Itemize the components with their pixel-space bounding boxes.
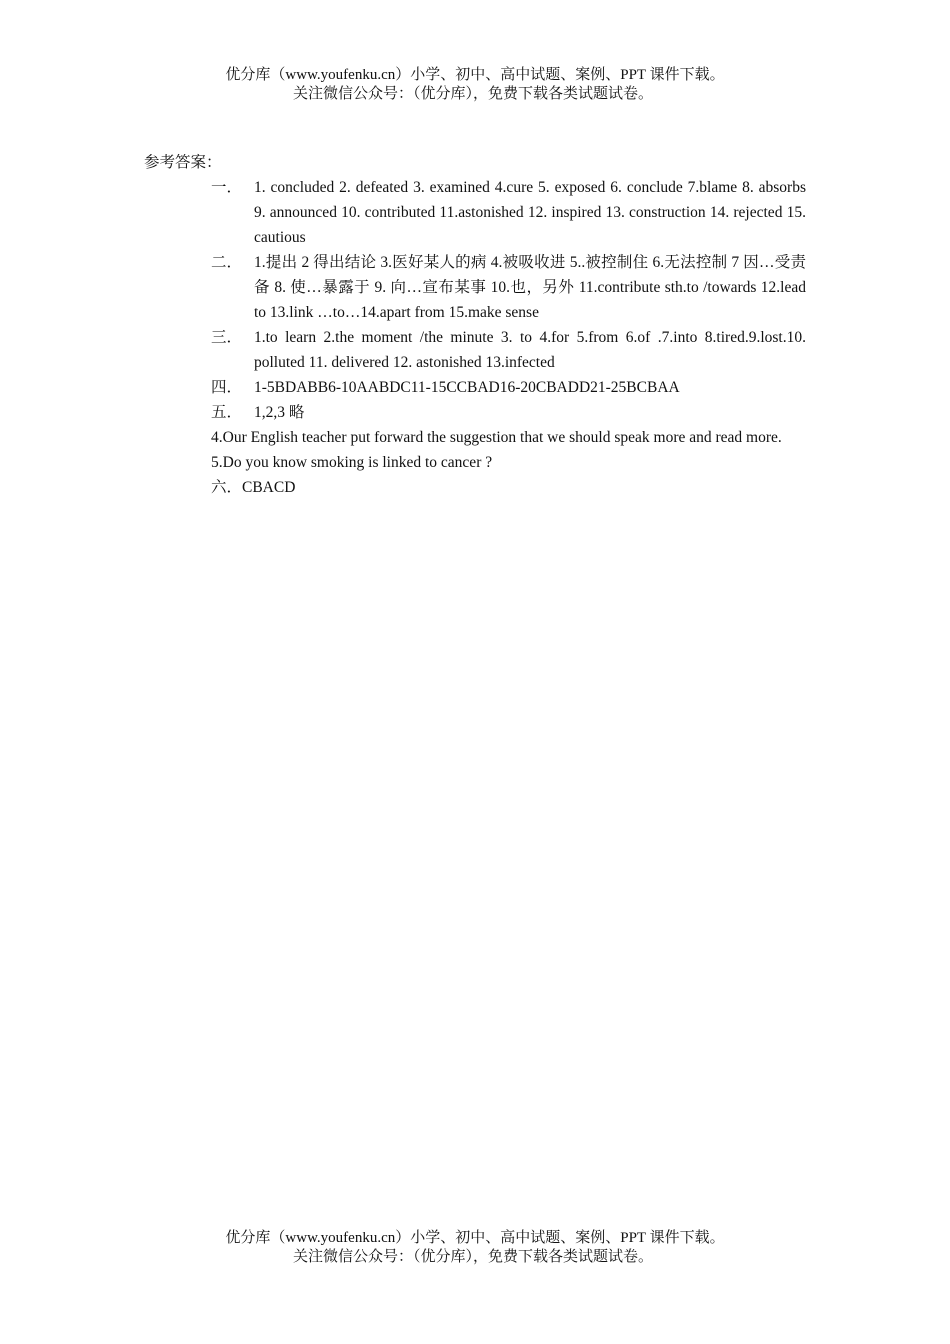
answer-content (144, 150, 806, 500)
answer-q5: 5.Do you know smoking is linked to cancer ? (211, 454, 493, 471)
section-5-text: 1,2,3 略 (254, 404, 305, 421)
section-3-marker: 三． (211, 329, 243, 346)
section-5-marker: 五． (211, 404, 243, 421)
answer-heading: 参考答案： (144, 154, 222, 171)
footer-line-1: 优分库（www.youfenku.cn）小学、初中、高中试题、案例、PPT 课件下载。 (225, 1230, 725, 1246)
header-line-2: 关注微信公众号：（优分库），免费下载各类试题试卷。 (292, 86, 653, 102)
section-4-text: 1-5BDABB6-10AABDC11-15CCBAD16-20CBADD21-25BCBAA (254, 379, 680, 396)
section-1 (144, 175, 806, 250)
page-header (0, 66, 950, 104)
section-2-text: 1.提出 2 得出结论 3.医好某人的病 4.被吸收进 5..被控制住 6.无法控制 7 因…受责备 8. 使…暴露于 9. 向…宣布某事 10.也，另外 11.contribute sth.to /towards 12.lead to 13.link …to…14.apart from 15.make sense (254, 254, 806, 321)
section-3-text: 1.to learn 2.the moment /the minute 3. to 4.for 5.from 6.of .7.into 8.tired.9.lost.10. polluted 11. delivered 12. astonished 13.infected (254, 329, 806, 371)
section-2 (144, 250, 806, 325)
answer-q4: 4.Our English teacher put forward the suggestion that we should speak more and read more. (211, 429, 782, 446)
footer-line-2: 关注微信公众号：（优分库），免费下载各类试题试卷。 (292, 1249, 653, 1265)
section-4 (144, 375, 806, 400)
section-3 (144, 325, 806, 375)
header-line-1: 优分库（www.youfenku.cn）小学、初中、高中试题、案例、PPT 课件下载。 (225, 67, 725, 83)
section-1-marker: 一． (211, 179, 243, 196)
section-1-text: 1. concluded 2. defeated 3. examined 4.cure 5. exposed 6. conclude 7.blame 8. absorbs 9. announced 10. contributed 11.astonished 12. inspired 13. construction 14. rejected 15. cautious (254, 179, 806, 246)
page-footer (0, 1229, 950, 1267)
section-5 (144, 400, 806, 425)
section-2-marker: 二． (211, 254, 243, 271)
section-6: 六．CBACD (211, 479, 296, 496)
section-4-marker: 四． (211, 379, 243, 396)
